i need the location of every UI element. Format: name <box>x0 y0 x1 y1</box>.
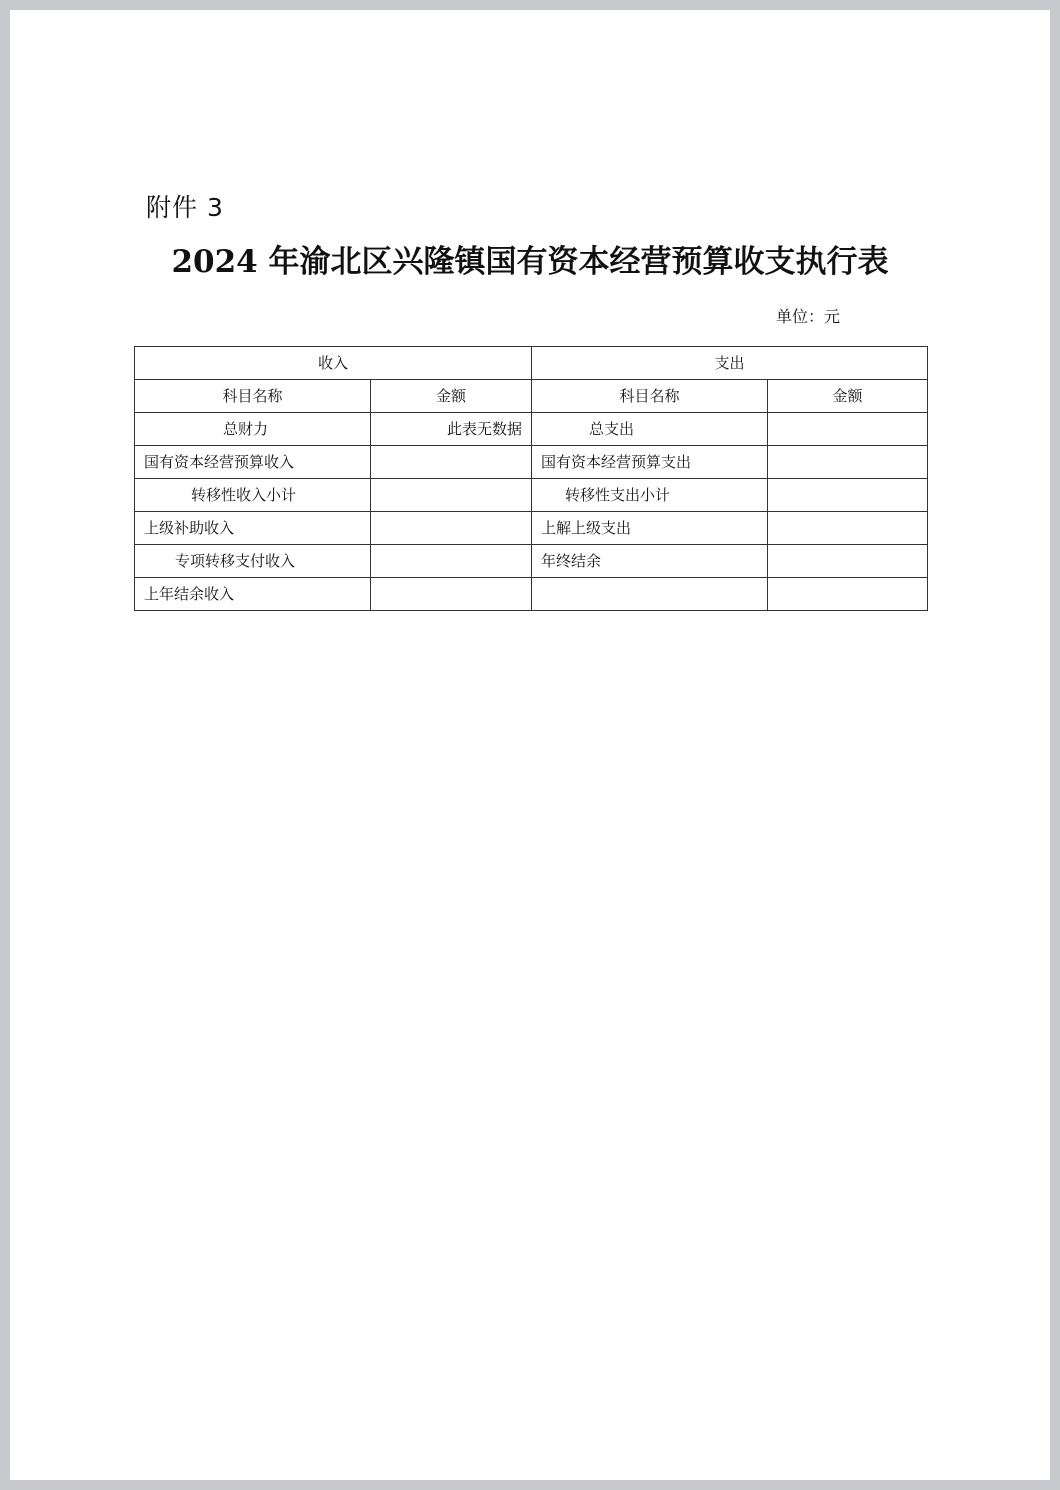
page-title: 2024 年渝北区兴隆镇国有资本经营预算收支执行表 <box>171 244 889 280</box>
attachment-label: 附件 3 <box>146 193 224 222</box>
unit-label: 单位：元 <box>776 307 841 326</box>
income-subject-cell: 转移性收入小计 <box>135 479 371 512</box>
income-subject-cell: 上级补助收入 <box>135 512 371 545</box>
income-subject-cell: 总财力 <box>135 413 371 446</box>
income-amount-cell <box>371 446 532 479</box>
col-income-amount: 金额 <box>371 380 532 413</box>
table-row <box>135 479 928 512</box>
table-row <box>135 446 928 479</box>
expense-subject-cell <box>532 578 768 611</box>
table-row <box>135 413 928 446</box>
table-row <box>135 578 928 611</box>
expense-subject-cell: 国有资本经营预算支出 <box>532 446 768 479</box>
document-page <box>10 10 1050 1480</box>
income-amount-cell <box>371 512 532 545</box>
expense-amount-cell <box>768 545 928 578</box>
table-row <box>135 545 928 578</box>
income-subject-cell: 国有资本经营预算收入 <box>135 446 371 479</box>
budget-execution-table <box>134 346 928 611</box>
income-amount-cell: 此表无数据 <box>371 413 532 446</box>
income-subject-cell: 上年结余收入 <box>135 578 371 611</box>
table-row <box>135 512 928 545</box>
expense-amount-cell <box>768 512 928 545</box>
income-amount-cell <box>371 545 532 578</box>
col-income-subject: 科目名称 <box>135 380 371 413</box>
expense-amount-cell <box>768 446 928 479</box>
table-subheader-row <box>135 380 928 413</box>
income-amount-cell <box>371 479 532 512</box>
expense-subject-cell: 总支出 <box>532 413 768 446</box>
expense-amount-cell <box>768 578 928 611</box>
expense-amount-cell <box>768 479 928 512</box>
col-expense-subject: 科目名称 <box>532 380 768 413</box>
header-income: 收入 <box>135 347 532 380</box>
expense-amount-cell <box>768 413 928 446</box>
expense-subject-cell: 上解上级支出 <box>532 512 768 545</box>
header-expense: 支出 <box>532 347 928 380</box>
expense-subject-cell: 年终结余 <box>532 545 768 578</box>
expense-subject-cell: 转移性支出小计 <box>532 479 768 512</box>
col-expense-amount: 金额 <box>768 380 928 413</box>
income-subject-cell: 专项转移支付收入 <box>135 545 371 578</box>
income-amount-cell <box>371 578 532 611</box>
table-header-row <box>135 347 928 380</box>
